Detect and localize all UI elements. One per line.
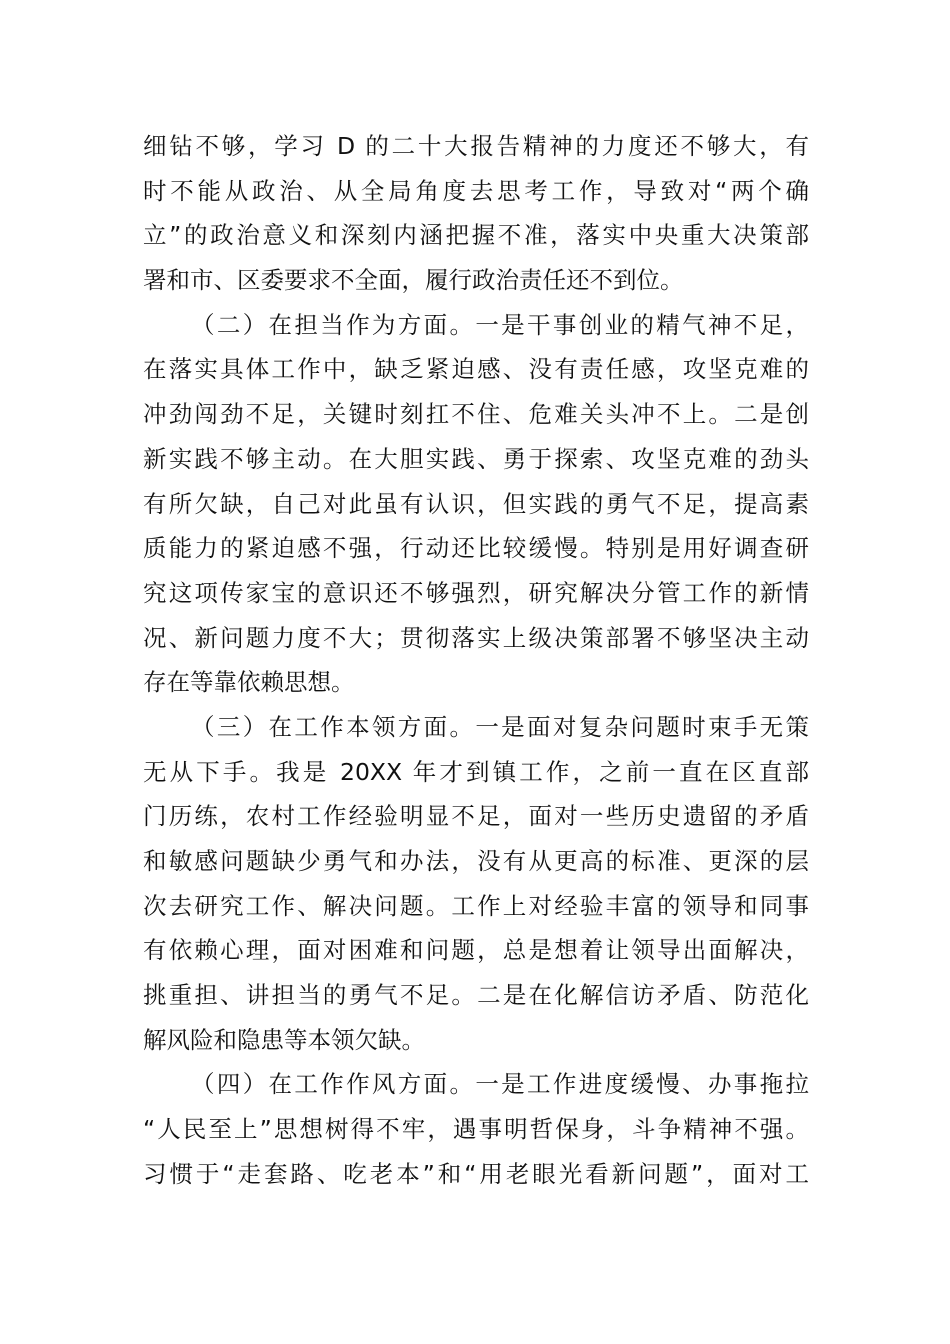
text-line: 解风险和隐患等本领欠缺。: [143, 1025, 425, 1054]
section-heading-line: （三）在工作本领方面。一是面对复杂问题时束手无策: [191, 712, 809, 741]
text-line: 况、新问题力度不大；贯彻落实上级决策部署不够坚决主动: [143, 623, 809, 652]
text-line: 有所欠缺，自己对此虽有认识，但实践的勇气不足，提高素: [143, 489, 809, 518]
text-line: 冲劲闯劲不足，关键时刻扛不住、危难关头冲不上。二是创: [143, 400, 809, 429]
text-line: 在落实具体工作中，缺乏紧迫感、没有责任感，攻坚克难的: [143, 355, 809, 384]
section-heading-line: （四）在工作作风方面。一是工作进度缓慢、办事拖拉: [191, 1070, 809, 1099]
text-line: 时不能从政治、从全局角度去思考工作，导致对“两个确: [143, 176, 809, 205]
text-line: 细钻不够，学习 D 的二十大报告精神的力度还不够大，有: [143, 132, 809, 160]
text-line: 质能力的紧迫感不强，行动还比较缓慢。特别是用好调查研: [143, 534, 809, 563]
text-line: 存在等靠依赖思想。: [143, 668, 355, 697]
text-line: 立”的政治意义和深刻内涵把握不准，落实中央重大决策部: [143, 221, 809, 250]
text-line: 习惯于“走套路、吃老本”和“用老眼光看新问题”，面对工: [143, 1159, 809, 1188]
text-line: 和敏感问题缺少勇气和办法，没有从更高的标准、更深的层: [143, 847, 809, 875]
text-line: 新实践不够主动。在大胆实践、勇于探索、攻坚克难的劲头: [143, 444, 809, 473]
text-line: 署和市、区委要求不全面，履行政治责任还不到位。: [143, 266, 684, 295]
text-line: “人民至上”思想树得不牢，遇事明哲保身，斗争精神不强。: [143, 1115, 809, 1144]
text-line: 有依赖心理，面对困难和问题，总是想着让领导出面解决，: [143, 936, 809, 965]
section-heading-line: （二）在担当作为方面。一是干事创业的精气神不足，: [191, 310, 809, 339]
text-line: 门历练，农村工作经验明显不足，面对一些历史遗留的矛盾: [143, 802, 809, 831]
text-line: 究这项传家宝的意识还不够强烈，研究解决分管工作的新情: [143, 578, 809, 607]
text-line: 无从下手。我是 20XX 年才到镇工作，之前一直在区直部: [143, 757, 809, 786]
text-line: 挑重担、讲担当的勇气不足。二是在化解信访矛盾、防范化: [143, 981, 809, 1010]
document-body: [143, 124, 809, 1197]
text-line: 次去研究工作、解决问题。工作上对经验丰富的领导和同事: [143, 891, 809, 920]
